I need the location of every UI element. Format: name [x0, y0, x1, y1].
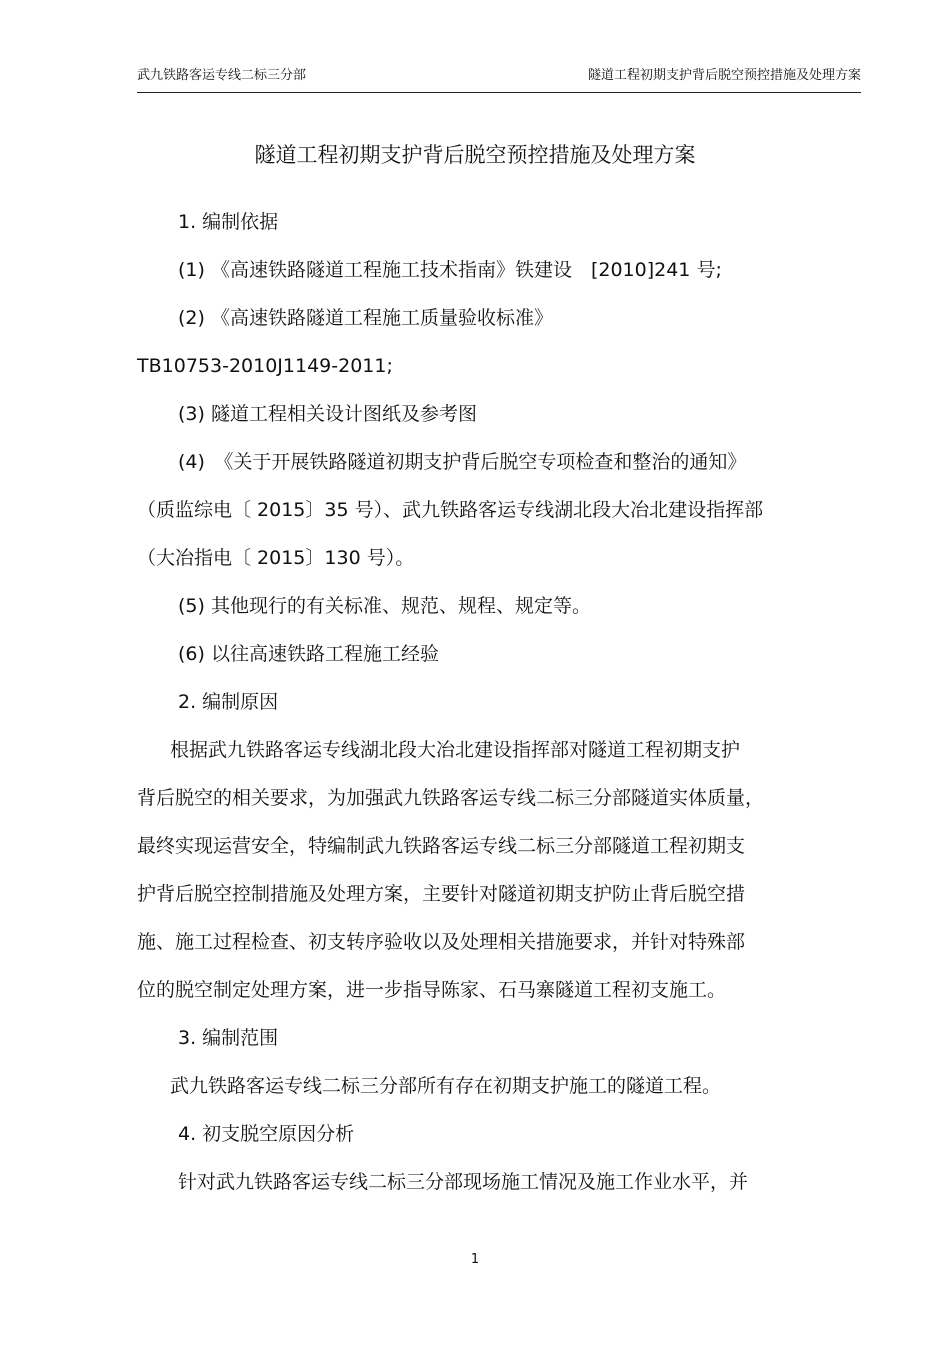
basis-item-6: (6) 以往高速铁路工程施工经验 — [178, 643, 439, 665]
reason-paragraph-line-5: 施、施工过程检查、初支转序验收以及处理相关措施要求，并针对特殊部 — [137, 931, 746, 953]
basis-item-2: (2) 《高速铁路隧道工程施工质量验收标准》 — [178, 307, 553, 329]
reason-paragraph-line-1: 根据武九铁路客运专线湖北段大冶北建设指挥部对隧道工程初期支护 — [170, 739, 741, 761]
page-header — [137, 64, 861, 93]
basis-item-2-continued: TB10753-2010J1149-2011; — [137, 355, 393, 377]
basis-item-4-continued-2: （大冶指电〔 2015〕130 号）。 — [137, 547, 415, 569]
header-right-text: 隧道工程初期支护背后脱空预控措施及处理方案 — [587, 68, 861, 83]
reason-paragraph-line-4: 护背后脱空控制措施及处理方案，主要针对隧道初期支护防止背后脱空措 — [137, 883, 746, 905]
document-title: 隧道工程初期支护背后脱空预控措施及处理方案 — [254, 143, 696, 167]
reason-paragraph-line-3: 最终实现运营安全，特编制武九铁路客运专线二标三分部隧道工程初期支 — [137, 835, 746, 857]
section-3-heading: 3. 编制范围 — [178, 1027, 279, 1049]
header-left-text: 武九铁路客运专线二标三分部 — [137, 68, 307, 83]
scope-paragraph: 武九铁路客运专线二标三分部所有存在初期支护施工的隧道工程。 — [170, 1075, 722, 1097]
reason-paragraph-line-2: 背后脱空的相关要求，为加强武九铁路客运专线二标三分部隧道实体质量， — [137, 787, 765, 809]
section-2-heading: 2. 编制原因 — [178, 691, 279, 713]
basis-item-1: (1) 《高速铁路隧道工程施工技术指南》铁建设 [2010]241 号; — [178, 259, 722, 281]
basis-item-4: (4) 《关于开展铁路隧道初期支护背后脱空专项检查和整治的通知》 — [178, 451, 747, 473]
basis-item-5: (5) 其他现行的有关标准、规范、规程、规定等。 — [178, 595, 591, 617]
basis-item-4-continued-1: （质监综电〔 2015〕35 号）、武九铁路客运专线湖北段大冶北建设指挥部 — [137, 499, 764, 521]
reason-paragraph-line-6: 位的脱空制定处理方案，进一步指导陈家、石马寨隧道工程初支施工。 — [137, 979, 727, 1001]
section-1-heading: 1. 编制依据 — [178, 211, 279, 233]
section-4-heading: 4. 初支脱空原因分析 — [178, 1123, 355, 1145]
basis-item-3: (3) 隧道工程相关设计图纸及参考图 — [178, 403, 477, 425]
analysis-paragraph-line-1: 针对武九铁路客运专线二标三分部现场施工情况及施工作业水平，并 — [178, 1171, 749, 1193]
page-number: 1 — [470, 1252, 480, 1267]
